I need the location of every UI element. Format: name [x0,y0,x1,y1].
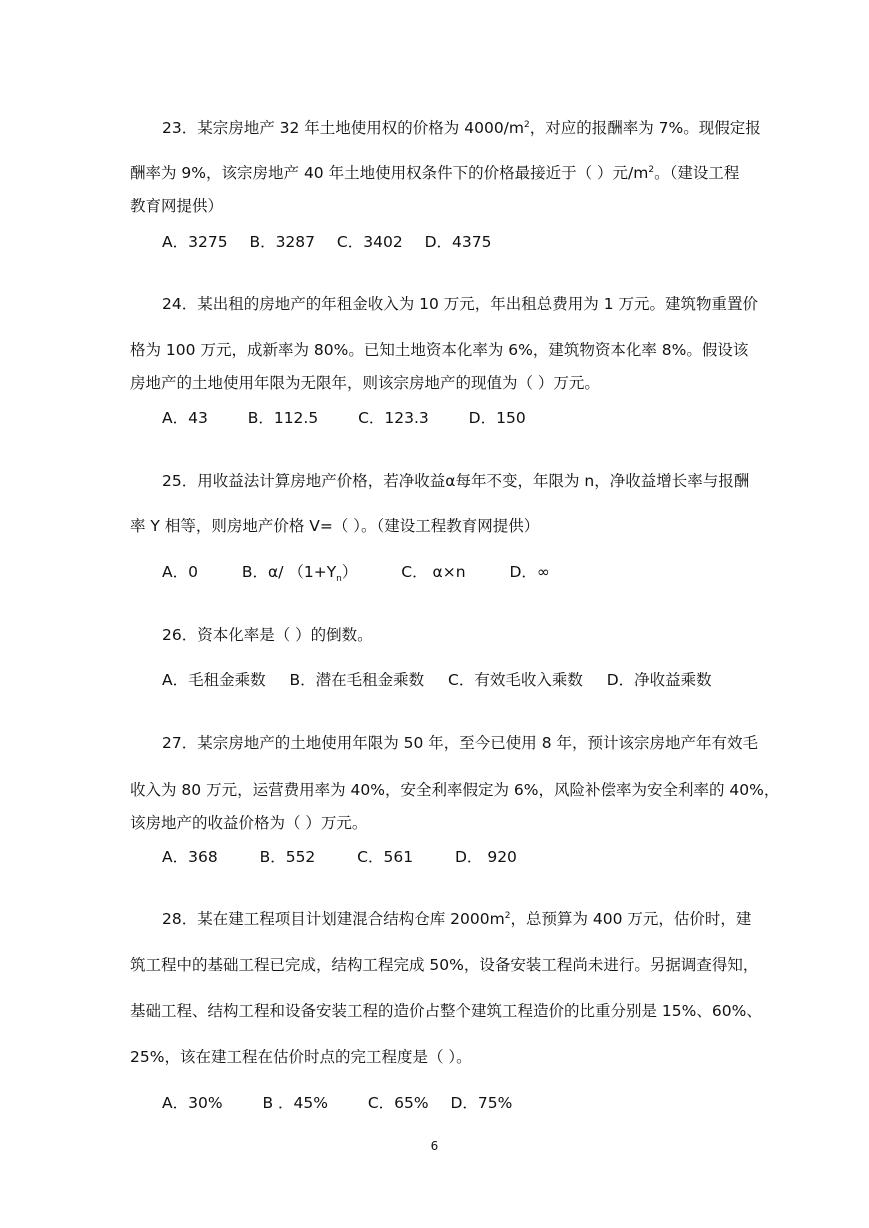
q23-option-b: B．3287 [249,233,316,251]
q27-line-1: 27．某宗房地产的土地使用年限为 50 年，至今已使用 8 年，预计该宗房地产年有效毛 [162,734,759,752]
q25-options [162,562,550,585]
q25-option-c: C． α×n [401,563,466,581]
q26-option-b: B．潜在毛租金乘数 [289,671,425,689]
q23-option-d: D．4375 [424,233,492,251]
q24-option-a: A．43 [162,409,208,427]
q23-line-1: 23．某宗房地产 32 年土地使用权的价格为 $4000/m^2$，对应的报酬率为 7%。现假定报 [162,119,761,137]
q26-options [162,670,712,690]
q24-line-3: 房地产的土地使用年限为无限年，则该宗房地产的现值为（ ）万元。 [130,374,600,392]
q24-option-c: C．123.3 [358,409,429,427]
q24-line-1: 24．某出租的房地产的年租金收入为 10 万元，年出租总费用为 1 万元。建筑物重置价 [162,295,759,313]
q28-line-3: 基础工程、结构工程和设备安装工程的造价占整个建筑工程造价的比重分别是 15%、60%、 [130,1002,762,1020]
q27-option-b: B．552 [259,848,316,866]
q28-line-2: 筑工程中的基础工程已完成，结构工程完成 50%，设备安装工程尚未进行。另据调查得知， [130,956,759,974]
q27-line-2: 收入为 80 万元，运营费用率为 40%，安全利率假定为 6%，风险补偿率为安全利率的 40%， [130,781,780,799]
q28-options [162,1093,512,1113]
q28-option-c: C．65% [367,1094,429,1112]
q28-line-1: 28．某在建工程项目计划建混合结构仓库 $2000m^2$，总预算为 400 万元，估价时，建 [162,910,752,928]
q24-line-2: 格为 100 万元，成新率为 80%。已知土地资本化率为 6%，建筑物资本化率 8%。假设该 [130,341,749,359]
q23-options [162,232,491,252]
q24-option-b: B．112.5 [247,409,319,427]
q27-options [162,847,517,867]
q23-line-2: 酬率为 9%，该宗房地产 40 年土地使用权条件下的价格最接近于（ ）元$/m^2$。（建设工程 [130,164,740,182]
q25-option-d: D．∞ [509,563,550,581]
page-number: 6 [430,1139,439,1153]
q26-option-a: A．毛租金乘数 [162,671,266,689]
q26-option-d: D．净收益乘数 [606,671,712,689]
q23-option-a: A．3275 [162,233,228,251]
q27-option-d: D． 920 [454,848,517,866]
q25-option-b: B．α/ $(1+Y_n)$ [241,563,358,585]
q28-option-d: D．75% [450,1094,513,1112]
q27-line-3: 该房地产的收益价格为（ ）万元。 [130,814,368,832]
q24-options [162,408,526,428]
q23-option-c: C．3402 [336,233,403,251]
q26-line-1: 26．资本化率是（ ）的倒数。 [162,626,373,644]
q28-line-4: 25%，该在建工程在估价时点的完工程度是（ ）。 [130,1048,472,1066]
q28-option-a: A．30% [162,1094,223,1112]
q24-option-d: D．150 [468,409,526,427]
q25-line-2: 率 Y 相等，则房地产价格 V=（ ）。（建设工程教育网提供） [130,517,540,535]
q25-line-1: 25．用收益法计算房地产价格，若净收益α每年不变，年限为 n，净收益增长率与报酬 [162,472,750,490]
q25-option-a: A．0 [162,563,198,581]
q27-option-c: C．561 [357,848,414,866]
q28-option-b: B ．45% [262,1094,328,1112]
q27-option-a: A．368 [162,848,218,866]
q23-line-3: 教育网提供） [130,197,224,215]
q26-option-c: C．有效毛收入乘数 [448,671,583,689]
